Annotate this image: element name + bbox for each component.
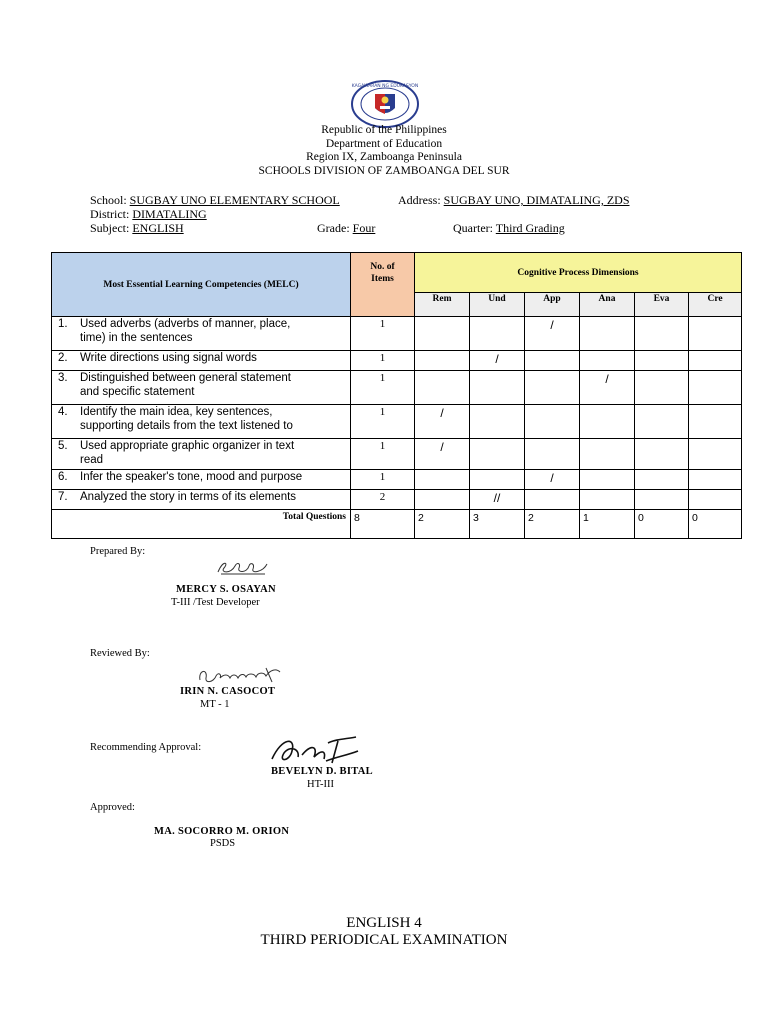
row-number: 1. <box>58 318 68 330</box>
mark-cell <box>470 405 525 439</box>
mark-cell: // <box>470 490 525 510</box>
mark-cell <box>525 439 580 470</box>
competency-cell <box>52 317 351 351</box>
competency-cell <box>52 439 351 470</box>
mark-cell: / <box>525 470 580 490</box>
dim-app: App <box>525 293 580 317</box>
cognitive-dimensions-header: Cognitive Process Dimensions <box>415 253 742 293</box>
table-row <box>52 317 742 351</box>
mark-cell <box>689 371 742 405</box>
school-value: SUGBAY UNO ELEMENTARY SCHOOL <box>129 193 340 207</box>
header-division: SCHOOLS DIVISION OF ZAMBOANGA DEL SUR <box>258 164 510 177</box>
mark-cell <box>689 439 742 470</box>
mark-cell <box>525 405 580 439</box>
mark-cell <box>525 371 580 405</box>
quarter-value: Third Grading <box>495 221 565 235</box>
grade-info <box>317 221 375 235</box>
address-label: Address: <box>398 193 441 207</box>
grade-value: Four <box>352 221 376 235</box>
items-cell: 1 <box>351 351 415 371</box>
quarter-label: Quarter: <box>453 221 493 235</box>
mark-cell <box>635 317 689 351</box>
approved-title: PSDS <box>210 838 236 849</box>
mark-cell <box>580 490 635 510</box>
quarter-info <box>453 221 565 235</box>
items-cell: 1 <box>351 470 415 490</box>
competency-line: and specific statement <box>80 385 195 398</box>
approved-name: MA. SOCORRO M. ORION <box>154 826 290 837</box>
row-number: 5. <box>58 440 68 452</box>
mark-cell <box>635 405 689 439</box>
competency-line: Used adverbs (adverbs of manner, place, <box>80 318 291 330</box>
total-questions-label: Total Questions <box>52 510 351 539</box>
total-cre: 0 <box>689 510 742 539</box>
mark-cell <box>470 371 525 405</box>
mark-cell <box>415 351 470 371</box>
mark-cell <box>415 371 470 405</box>
competency-line: Analyzed the story in terms of its elements <box>80 491 297 503</box>
mark-cell <box>689 317 742 351</box>
mark-cell: / <box>580 371 635 405</box>
mark-cell <box>525 490 580 510</box>
table-row <box>52 351 742 371</box>
mark-cell <box>525 351 580 371</box>
row-number: 4. <box>58 406 68 418</box>
total-und: 3 <box>470 510 525 539</box>
competency-cell <box>52 351 351 371</box>
items-cell: 1 <box>351 405 415 439</box>
mark-cell <box>470 439 525 470</box>
total-items: 8 <box>351 510 415 539</box>
mark-cell <box>580 317 635 351</box>
row-number: 7. <box>58 491 68 503</box>
competency-line: Distinguished between general statement <box>80 372 291 384</box>
prepared-by-label: Prepared By: <box>90 546 146 557</box>
signature-osayan <box>215 558 275 583</box>
mark-cell <box>635 351 689 371</box>
items-header <box>351 253 415 317</box>
exam-name-title: THIRD PERIODICAL EXAMINATION <box>260 932 508 948</box>
mark-cell <box>470 470 525 490</box>
recommending-approval-name: BEVELYN D. BITAL <box>271 766 373 777</box>
competency-cell <box>52 405 351 439</box>
competency-line: Used appropriate graphic organizer in text <box>80 440 295 452</box>
address-info <box>398 193 630 207</box>
row-number: 3. <box>58 372 68 384</box>
items-cell: 2 <box>351 490 415 510</box>
school-info <box>90 193 340 207</box>
total-rem: 2 <box>415 510 470 539</box>
items-cell: 1 <box>351 371 415 405</box>
competency-line: time) in the sentences <box>80 331 193 344</box>
row-number: 2. <box>58 352 68 364</box>
district-label: District: <box>90 207 130 221</box>
table-row <box>52 490 742 510</box>
total-app: 2 <box>525 510 580 539</box>
dim-eva: Eva <box>635 293 689 317</box>
competency-line: read <box>80 453 104 466</box>
dim-und: Und <box>470 293 525 317</box>
total-eva: 0 <box>635 510 689 539</box>
reviewed-by-label: Reviewed By: <box>90 648 150 659</box>
items-cell: 1 <box>351 317 415 351</box>
mark-cell: / <box>415 439 470 470</box>
mark-cell: / <box>525 317 580 351</box>
dim-cre: Cre <box>689 293 742 317</box>
mark-cell <box>689 405 742 439</box>
competency-cell <box>52 371 351 405</box>
header-republic: Republic of the Philippines <box>321 124 447 136</box>
header-department: Department of Education <box>325 137 443 150</box>
school-label: School: <box>90 193 127 207</box>
subject-info <box>90 221 184 235</box>
totals-row <box>52 510 742 539</box>
mark-cell: / <box>470 351 525 371</box>
table-row <box>52 371 742 405</box>
mark-cell <box>635 490 689 510</box>
melc-header: Most Essential Learning Competencies (MELC) <box>52 253 351 317</box>
approved-label: Approved: <box>90 802 135 813</box>
mark-cell <box>635 439 689 470</box>
header-region: Region IX, Zamboanga Peninsula <box>306 151 462 163</box>
address-value: SUGBAY UNO, DIMATALING, ZDS <box>443 193 630 207</box>
district-value: DIMATALING <box>132 207 207 221</box>
prepared-by-name: MERCY S. OSAYAN <box>176 584 276 595</box>
dim-ana: Ana <box>580 293 635 317</box>
mark-cell <box>470 317 525 351</box>
mark-cell <box>580 439 635 470</box>
mark-cell <box>635 371 689 405</box>
mark-cell <box>580 351 635 371</box>
prepared-by-title: T-III /Test Developer <box>171 597 260 608</box>
competency-cell <box>52 490 351 510</box>
recommending-approval-title: HT-III <box>307 779 335 790</box>
grade-label: Grade: <box>317 221 350 235</box>
reviewed-by-title: MT - 1 <box>200 699 230 710</box>
competency-line: Infer the speaker's tone, mood and purpose <box>80 471 303 483</box>
district-info <box>90 207 207 221</box>
competency-line: supporting details from the text listened to <box>80 419 293 432</box>
mark-cell <box>689 351 742 371</box>
mark-cell: / <box>415 405 470 439</box>
table-row <box>52 439 742 470</box>
mark-cell <box>635 470 689 490</box>
mark-cell <box>415 490 470 510</box>
items-header-line2: Items <box>371 274 394 284</box>
mark-cell <box>580 405 635 439</box>
mark-cell <box>689 470 742 490</box>
deped-seal <box>350 80 420 128</box>
row-number: 6. <box>58 471 68 483</box>
table-row <box>52 470 742 490</box>
subject-value: ENGLISH <box>132 221 184 235</box>
specification-table <box>51 252 742 539</box>
competency-line: Identify the main idea, key sentences, <box>80 406 273 418</box>
letterhead <box>0 124 768 178</box>
mark-cell <box>689 490 742 510</box>
items-cell: 1 <box>351 439 415 470</box>
reviewed-by-name: IRIN N. CASOCOT <box>180 686 276 697</box>
mark-cell <box>415 317 470 351</box>
competency-line: Write directions using signal words <box>80 352 257 364</box>
recommending-approval-label: Recommending Approval: <box>90 742 202 753</box>
dim-rem: Rem <box>415 293 470 317</box>
mark-cell <box>580 470 635 490</box>
subject-label: Subject: <box>90 221 130 235</box>
total-ana: 1 <box>580 510 635 539</box>
table-row <box>52 405 742 439</box>
seal-ring-text: KAGAWARAN NG EDUKASYON <box>351 84 419 89</box>
items-header-line1: No. of <box>370 262 395 272</box>
competency-cell <box>52 470 351 490</box>
exam-subject-title: ENGLISH 4 <box>346 915 422 931</box>
mark-cell <box>415 470 470 490</box>
